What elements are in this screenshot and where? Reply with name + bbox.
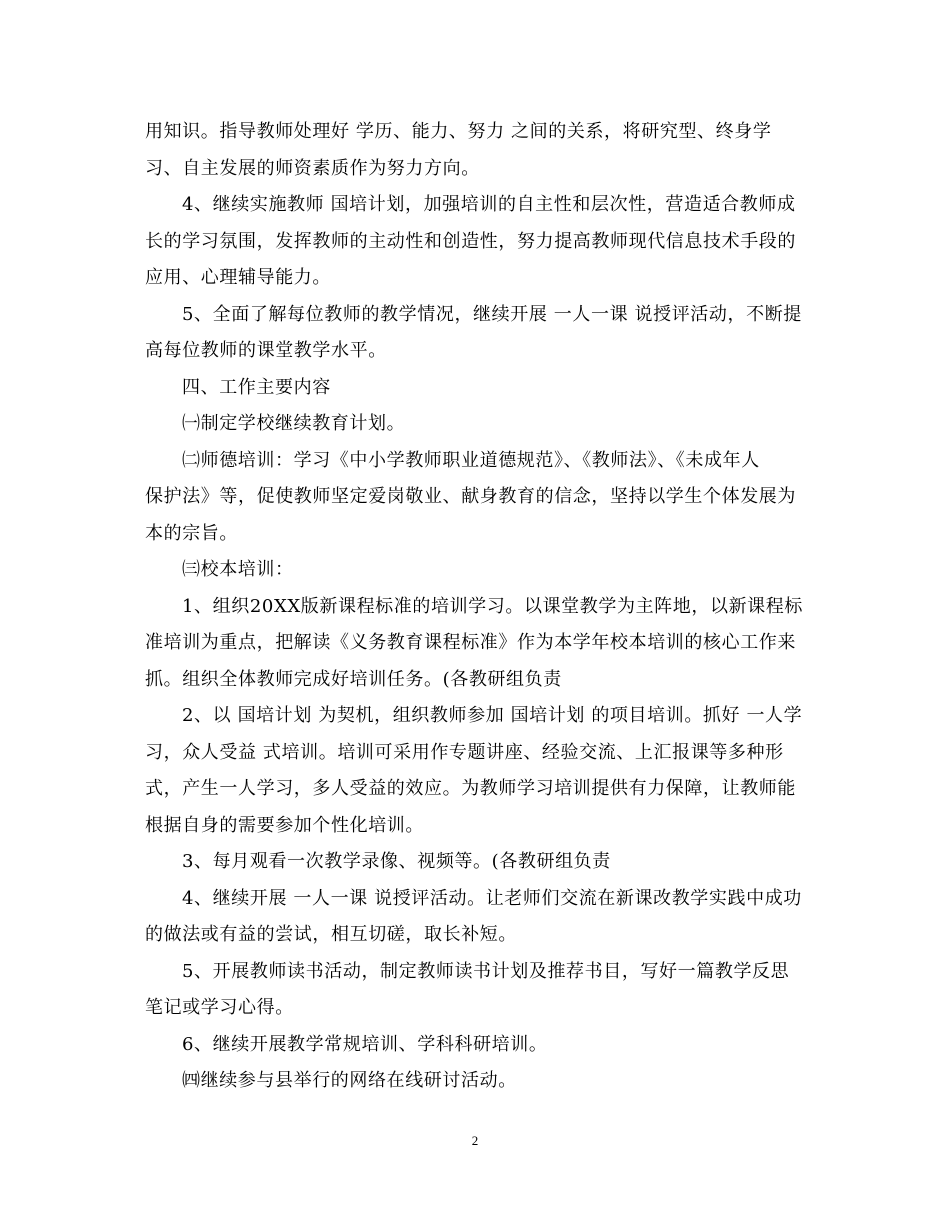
text-line: ㈡师德培训：学习《中小学教师职业道德规范》、《教师法》、《未成年人 [182,449,760,471]
page-number: 2 [471,1133,479,1148]
text-line: 4、继续实施教师 国培计划，加强培训的自主性和层次性，营造适合教师成 [182,194,796,215]
text-line: 应用、心理辅导能力。 [145,267,331,288]
text-line: 根据自身的需要参加个性化培训。 [145,814,424,836]
text-line: 本的宗旨。 [145,522,238,544]
text-line: 2、以 国培计划 为契机，组织教师参加 国培计划 的项目培训。抓好 一人学 [182,705,803,726]
text-line: 3、每月观看一次教学录像、视频等。(各教研组负责 [182,851,611,872]
text-line: ㈢校本培训： [182,559,294,580]
text-line: 长的学习氛围，发挥教师的主动性和创造性，努力提高教师现代信息技术手段的 [145,230,796,252]
text-line: 准培训为重点，把解读《义务教育课程标准》作为本学年校本培训的核心工作来 [145,632,796,653]
text-line: 5、全面了解每位教师的教学情况，继续开展 一人一课 说授评活动，不断提 [182,303,802,325]
text-line: 1、组织20XX版新课程标准的培训学习。以课堂教学为主阵地，以新课程标 [182,595,803,617]
text-line: 笔记或学习心得。 [145,997,294,1018]
text-line: 的做法或有益的尝试，相互切磋，取长补短。 [145,924,517,945]
text-line: 四、工作主要内容 [182,376,331,398]
document-body [145,114,805,1100]
text-line: 式，产生一人学习，多人受益的效应。为教师学习培训提供有力保障，让教师能 [145,778,796,799]
text-line: 保护法》等，促使教师坚定爱岗敬业、献身教育的信念，坚持以学生个体发展为 [145,486,796,507]
text-line: 习、自主发展的师资素质作为努力方向。 [145,157,480,179]
text-line: 用知识。指导教师处理好 学历、能力、努力 之间的关系，将研究型、终身学 [145,121,772,142]
text-line: 5、开展教师读书活动，制定教师读书计划及推荐书目，写好一篇教学反思 [182,960,790,982]
text-line: 6、继续开展教学常规培训、学科科研培训。 [182,1033,548,1055]
text-line: ㈣继续参与县举行的网络在线研讨活动。 [182,1070,517,1091]
text-line: 高每位教师的课堂教学水平。 [145,340,387,361]
text-line: 习，众人受益 式培训。培训可采用作专题讲座、经验交流、上汇报课等多种形 [145,741,784,763]
text-line: 4、继续开展 一人一课 说授评活动。让老师们交流在新课改教学实践中成功 [182,887,802,909]
text-line: 抓。组织全体教师完成好培训任务。(各教研组负责 [145,668,562,690]
text-line: ㈠制定学校继续教育计划。 [182,413,406,434]
